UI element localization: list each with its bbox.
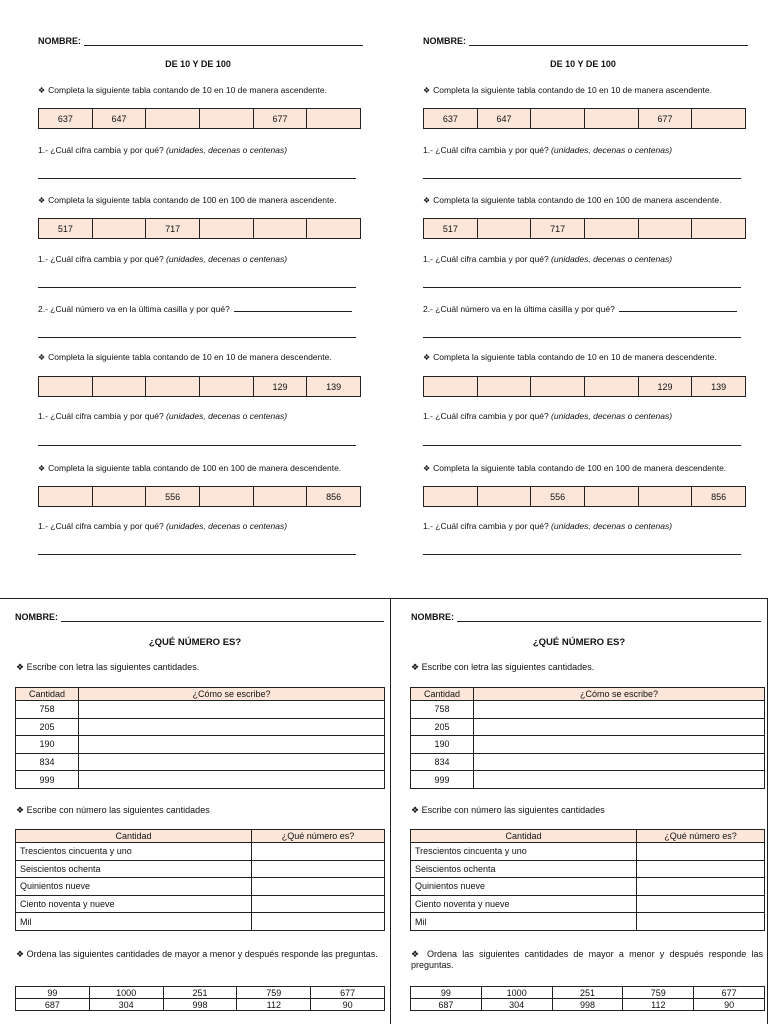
instruction-text: Ordena las siguientes cantidades de mayor a menor y después responde las preguntas. — [26, 949, 378, 959]
sequence-cell[interactable] — [478, 377, 532, 396]
write-in-letters-table — [410, 687, 765, 789]
table-row — [411, 843, 765, 861]
bullet-icon: ❖ — [38, 86, 46, 95]
number-cell: 677 — [694, 987, 765, 999]
answer-cell[interactable] — [79, 753, 385, 771]
answer-line[interactable] — [38, 554, 356, 555]
question — [38, 411, 287, 421]
number-sequence-row — [38, 376, 361, 397]
bullet-icon: ❖ — [38, 353, 46, 362]
table-row — [16, 753, 385, 771]
quantity-cell: 758 — [16, 701, 79, 719]
instruction — [38, 463, 341, 473]
answer-line[interactable] — [423, 287, 741, 288]
name-row — [15, 612, 384, 622]
answer-line[interactable] — [38, 287, 356, 288]
number-cell: 1000 — [481, 987, 552, 999]
sequence-cell[interactable] — [692, 219, 745, 238]
bullet-icon: ❖ — [16, 949, 25, 959]
sequence-cell[interactable] — [200, 377, 254, 396]
worksheet-top-left — [33, 0, 363, 575]
number-cell: 99 — [411, 987, 482, 999]
quantity-cell: 999 — [411, 771, 474, 789]
instruction-text: Ordena las siguientes cantidades de mayor a menor y después responde las preguntas. — [411, 949, 763, 970]
sequence-cell[interactable] — [531, 377, 585, 396]
question — [38, 521, 287, 531]
column-header: Cantidad — [411, 688, 474, 701]
table-row — [16, 736, 385, 754]
question-hint: (unidades, decenas o centenas) — [551, 411, 673, 421]
instruction-text: Escribe con número las siguientes cantidades — [421, 805, 605, 815]
sequence-cell[interactable]: 717 — [531, 219, 585, 238]
quantity-cell: 834 — [16, 753, 79, 771]
instruction-text: Completa la siguiente tabla contando de 100 en 100 de manera descendente. — [48, 463, 342, 473]
table-row — [411, 701, 765, 719]
answer-cell[interactable] — [637, 878, 765, 896]
question — [423, 521, 672, 531]
number-cell: 112 — [237, 999, 311, 1011]
instruction — [411, 662, 594, 673]
write-in-letters-table — [15, 687, 385, 789]
number-cell: 304 — [481, 999, 552, 1011]
question-hint: (unidades, decenas o centenas) — [166, 254, 288, 264]
number-cell: 112 — [623, 999, 694, 1011]
number-cell: 998 — [552, 999, 623, 1011]
sequence-cell[interactable]: 129 — [254, 377, 308, 396]
column-header: ¿Qué número es? — [252, 830, 385, 843]
number-sequence-row — [38, 486, 361, 507]
sequence-cell[interactable]: 856 — [711, 491, 727, 502]
instruction — [16, 949, 384, 960]
question-hint: (unidades, decenas o centenas) — [166, 411, 288, 421]
answer-cell[interactable] — [637, 895, 765, 913]
table-row — [16, 771, 385, 789]
table-row — [16, 878, 385, 896]
number-cell: 759 — [237, 987, 311, 999]
sequence-cell[interactable]: 139 — [711, 381, 727, 392]
sequence-cell[interactable] — [93, 219, 147, 238]
answer-cell[interactable] — [79, 718, 385, 736]
instruction-text: Completa la siguiente tabla contando de 10 en 10 de manera ascendente. — [433, 85, 712, 95]
worksheet-title: DE 10 Y DE 100 — [165, 59, 231, 69]
number-sequence-row — [423, 108, 746, 129]
number-sequence-row — [423, 486, 746, 507]
question-hint: (unidades, decenas o centenas) — [166, 145, 288, 155]
answer-cell[interactable] — [474, 771, 765, 789]
worksheet-bottom-left — [0, 598, 391, 1024]
number-cell: 687 — [16, 999, 90, 1011]
table-row — [16, 987, 385, 999]
answer-cell[interactable] — [252, 878, 385, 896]
quantity-words-cell: Mil — [16, 913, 252, 931]
answer-cell[interactable] — [252, 860, 385, 878]
name-field[interactable] — [84, 37, 363, 46]
sequence-cell[interactable] — [585, 487, 639, 506]
instruction — [423, 195, 721, 205]
name-label: NOMBRE: — [423, 36, 466, 46]
table-row — [411, 999, 765, 1011]
bullet-icon: ❖ — [16, 662, 25, 672]
instruction — [16, 805, 210, 816]
worksheet-title: DE 10 Y DE 100 — [550, 59, 616, 69]
table-row — [411, 987, 765, 999]
question-text: 1.- ¿Cuál cifra cambia y por qué? — [423, 411, 549, 421]
answer-cell[interactable] — [79, 701, 385, 719]
table-row — [411, 753, 765, 771]
sequence-cell[interactable]: 129 — [639, 377, 693, 396]
sequence-cell[interactable] — [585, 377, 639, 396]
name-row — [38, 36, 363, 46]
sequence-cell[interactable]: 677 — [254, 109, 308, 128]
sequence-cell[interactable] — [200, 109, 254, 128]
worksheet-title: ¿QUÉ NÚMERO ES? — [532, 637, 626, 648]
answer-cell[interactable] — [252, 913, 385, 931]
bullet-icon: ❖ — [38, 196, 46, 205]
sequence-cell[interactable] — [39, 377, 93, 396]
quantity-words-cell: Seiscientos ochenta — [411, 860, 637, 878]
quantity-cell: 758 — [411, 701, 474, 719]
sequence-cell[interactable] — [307, 219, 360, 238]
sequence-cell[interactable]: 637 — [39, 109, 93, 128]
worksheet-top-right — [418, 0, 748, 575]
sequence-cell[interactable]: 856 — [326, 491, 342, 502]
question-text: 1.- ¿Cuál cifra cambia y por qué? — [423, 254, 549, 264]
answer-line[interactable] — [423, 445, 741, 446]
quantity-cell: 205 — [411, 718, 474, 736]
quantity-cell: 834 — [411, 753, 474, 771]
answer-cell[interactable] — [474, 718, 765, 736]
instruction-text: Completa la siguiente tabla contando de 10 en 10 de manera ascendente. — [48, 85, 327, 95]
sequence-cell[interactable] — [200, 487, 254, 506]
number-cell: 677 — [311, 987, 385, 999]
instruction — [423, 352, 717, 362]
bullet-icon: ❖ — [16, 805, 25, 815]
answer-line[interactable] — [423, 178, 741, 179]
sequence-cell[interactable]: 647 — [93, 109, 147, 128]
column-header: ¿Cómo se escribe? — [79, 688, 385, 701]
sequence-cell[interactable] — [146, 377, 200, 396]
instruction — [423, 463, 726, 473]
inline-answer-line[interactable] — [234, 304, 352, 312]
instruction — [423, 85, 712, 95]
table-row — [16, 895, 385, 913]
table-row — [411, 913, 765, 931]
number-cell: 687 — [411, 999, 482, 1011]
name-label: NOMBRE: — [38, 36, 81, 46]
question-text: 2.- ¿Cuál número va en la última casilla y por qué? — [38, 304, 230, 314]
question-text: 1.- ¿Cuál cifra cambia y por qué? — [38, 521, 164, 531]
column-header: Cantidad — [16, 830, 252, 843]
quantity-words-cell: Seiscientos ochenta — [16, 860, 252, 878]
number-cell: 304 — [89, 999, 163, 1011]
table-row — [16, 999, 385, 1011]
sequence-cell[interactable] — [146, 109, 200, 128]
answer-line[interactable] — [38, 178, 356, 179]
number-sequence-row — [423, 376, 746, 397]
answer-cell[interactable] — [474, 753, 765, 771]
table-row — [411, 860, 765, 878]
number-cell: 998 — [163, 999, 237, 1011]
order-numbers-table — [15, 986, 385, 1011]
answer-line[interactable] — [38, 445, 356, 446]
quantity-words-cell: Ciento noventa y nueve — [16, 895, 252, 913]
sequence-cell[interactable] — [254, 487, 308, 506]
question — [423, 145, 672, 155]
instruction — [38, 352, 332, 362]
number-cell: 1000 — [89, 987, 163, 999]
sequence-cell[interactable] — [424, 487, 478, 506]
number-cell: 251 — [163, 987, 237, 999]
bullet-icon: ❖ — [411, 949, 422, 959]
table-row — [411, 895, 765, 913]
worksheet-title: ¿QUÉ NÚMERO ES? — [148, 637, 242, 648]
instruction — [38, 85, 327, 95]
answer-cell[interactable] — [474, 701, 765, 719]
sequence-cell[interactable] — [531, 109, 585, 128]
quantity-cell: 190 — [16, 736, 79, 754]
question — [423, 411, 672, 421]
worksheet-bottom-right — [391, 598, 768, 1024]
quantity-words-cell: Mil — [411, 913, 637, 931]
name-row — [411, 612, 761, 622]
sequence-cell[interactable] — [585, 109, 639, 128]
quantity-words-cell: Ciento noventa y nueve — [411, 895, 637, 913]
sequence-cell[interactable] — [39, 487, 93, 506]
quantity-cell: 190 — [411, 736, 474, 754]
write-in-numbers-table — [15, 829, 385, 931]
table-row — [16, 843, 385, 861]
sequence-cell[interactable]: 677 — [639, 109, 693, 128]
quantity-cell: 205 — [16, 718, 79, 736]
question-text: 1.- ¿Cuál cifra cambia y por qué? — [38, 254, 164, 264]
number-cell: 251 — [552, 987, 623, 999]
bullet-icon: ❖ — [423, 86, 431, 95]
sequence-cell[interactable] — [639, 487, 693, 506]
sequence-cell[interactable]: 556 — [531, 487, 585, 506]
name-field[interactable] — [61, 613, 384, 622]
answer-line[interactable] — [38, 337, 356, 338]
table-row — [16, 718, 385, 736]
name-field[interactable] — [457, 613, 761, 622]
number-sequence-row — [423, 218, 746, 239]
sequence-cell[interactable] — [93, 377, 147, 396]
number-cell: 99 — [16, 987, 90, 999]
question-text: 2.- ¿Cuál número va en la última casilla y por qué? — [423, 304, 615, 314]
name-field[interactable] — [469, 37, 748, 46]
bullet-icon: ❖ — [423, 464, 431, 473]
instruction-text: Escribe con letra las siguientes cantidades. — [421, 662, 595, 672]
table-row — [411, 718, 765, 736]
answer-cell[interactable] — [637, 913, 765, 931]
instruction-text: Completa la siguiente tabla contando de 10 en 10 de manera descendente. — [48, 352, 332, 362]
question-hint: (unidades, decenas o centenas) — [551, 145, 673, 155]
number-sequence-row — [38, 218, 361, 239]
sequence-cell[interactable] — [478, 219, 532, 238]
table-row — [16, 860, 385, 878]
name-label: NOMBRE: — [411, 612, 454, 622]
sequence-cell[interactable]: 647 — [478, 109, 532, 128]
instruction-text: Completa la siguiente tabla contando de 10 en 10 de manera descendente. — [433, 352, 717, 362]
question-hint: (unidades, decenas o centenas) — [551, 254, 673, 264]
quantity-words-cell: Quinientos nueve — [16, 878, 252, 896]
quantity-words-cell: Quinientos nueve — [411, 878, 637, 896]
answer-line[interactable] — [423, 337, 741, 338]
sequence-cell[interactable]: 517 — [39, 219, 93, 238]
question-text: 1.- ¿Cuál cifra cambia y por qué? — [423, 521, 549, 531]
number-cell: 759 — [623, 987, 694, 999]
name-label: NOMBRE: — [15, 612, 58, 622]
sequence-cell[interactable] — [692, 109, 745, 128]
bullet-icon: ❖ — [38, 464, 46, 473]
number-cell: 90 — [311, 999, 385, 1011]
table-row — [411, 771, 765, 789]
instruction-text: Completa la siguiente tabla contando de 100 en 100 de manera ascendente. — [48, 195, 337, 205]
quantity-cell: 999 — [16, 771, 79, 789]
question-text: 1.- ¿Cuál cifra cambia y por qué? — [38, 145, 164, 155]
table-row — [16, 701, 385, 719]
question-text: 1.- ¿Cuál cifra cambia y por qué? — [423, 145, 549, 155]
question-text: 1.- ¿Cuál cifra cambia y por qué? — [38, 411, 164, 421]
table-row — [411, 878, 765, 896]
sequence-cell[interactable]: 637 — [424, 109, 478, 128]
instruction — [38, 195, 336, 205]
sequence-cell[interactable] — [93, 487, 147, 506]
write-in-numbers-table — [410, 829, 765, 931]
question — [38, 254, 287, 264]
instruction — [16, 662, 199, 673]
question-hint: (unidades, decenas o centenas) — [551, 521, 673, 531]
bullet-icon: ❖ — [411, 805, 420, 815]
answer-cell[interactable] — [252, 895, 385, 913]
table-row — [16, 913, 385, 931]
instruction-text: Escribe con letra las siguientes cantidades. — [26, 662, 200, 672]
number-sequence-row — [38, 108, 361, 129]
bullet-icon: ❖ — [411, 662, 420, 672]
sequence-cell[interactable] — [585, 219, 639, 238]
quantity-words-cell: Trescientos cincuenta y uno — [411, 843, 637, 861]
instruction — [411, 805, 605, 816]
answer-cell[interactable] — [79, 736, 385, 754]
sequence-cell[interactable] — [639, 219, 693, 238]
sequence-cell[interactable] — [478, 487, 532, 506]
column-header: ¿Qué número es? — [637, 830, 765, 843]
sequence-cell[interactable]: 517 — [424, 219, 478, 238]
sequence-cell[interactable] — [254, 219, 308, 238]
answer-line[interactable] — [423, 554, 741, 555]
quantity-words-cell: Trescientos cincuenta y uno — [16, 843, 252, 861]
question — [423, 304, 737, 314]
instruction-text: Completa la siguiente tabla contando de 100 en 100 de manera descendente. — [433, 463, 727, 473]
sequence-cell[interactable]: 139 — [326, 381, 342, 392]
column-header: Cantidad — [411, 830, 637, 843]
column-header: Cantidad — [16, 688, 79, 701]
order-numbers-table — [410, 986, 765, 1011]
column-header: ¿Cómo se escribe? — [474, 688, 765, 701]
sequence-cell[interactable]: 717 — [146, 219, 200, 238]
sequence-cell[interactable] — [200, 219, 254, 238]
question — [38, 304, 352, 314]
inline-answer-line[interactable] — [619, 304, 737, 312]
instruction-text: Completa la siguiente tabla contando de 100 en 100 de manera ascendente. — [433, 195, 722, 205]
sequence-cell[interactable]: 556 — [146, 487, 200, 506]
sequence-cell[interactable] — [307, 109, 360, 128]
question-hint: (unidades, decenas o centenas) — [166, 521, 288, 531]
answer-cell[interactable] — [252, 843, 385, 861]
bullet-icon: ❖ — [423, 353, 431, 362]
answer-cell[interactable] — [474, 736, 765, 754]
answer-cell[interactable] — [79, 771, 385, 789]
question — [423, 254, 672, 264]
table-row — [411, 736, 765, 754]
instruction-text: Escribe con número las siguientes cantidades — [26, 805, 210, 815]
number-cell: 90 — [694, 999, 765, 1011]
name-row — [423, 36, 748, 46]
bullet-icon: ❖ — [423, 196, 431, 205]
answer-cell[interactable] — [637, 860, 765, 878]
answer-cell[interactable] — [637, 843, 765, 861]
question — [38, 145, 287, 155]
instruction — [411, 949, 763, 971]
sequence-cell[interactable] — [424, 377, 478, 396]
